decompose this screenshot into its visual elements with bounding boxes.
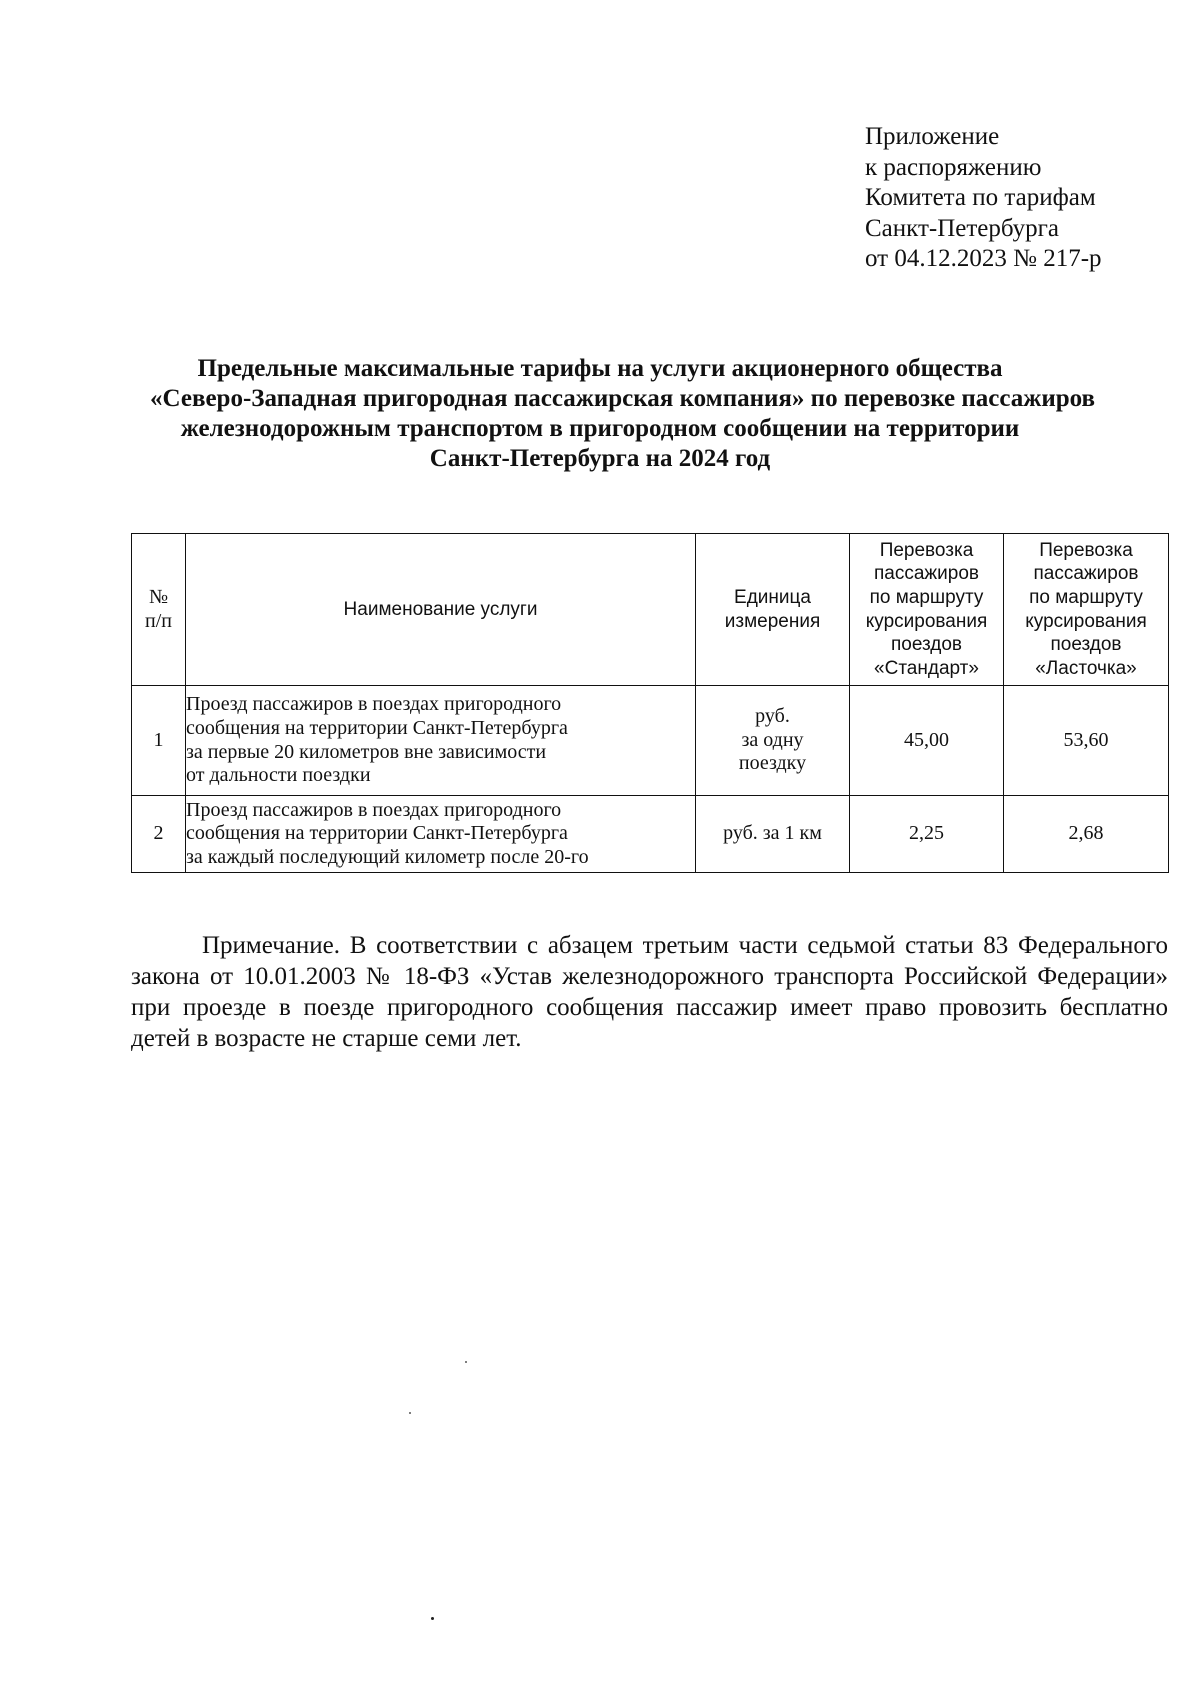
header-standard-line: «Стандарт»: [874, 657, 979, 679]
header-standard-line: поездов: [890, 634, 963, 656]
row-service-name-line: Проезд пассажиров в поездах пригородного: [186, 798, 562, 821]
document-title: [150, 354, 1096, 474]
row-unit: [696, 796, 850, 873]
header-lastochka-line: поездов: [1050, 634, 1122, 656]
header-lastochka-line: «Ласточка»: [1035, 657, 1137, 679]
header-unit: [696, 534, 850, 686]
appendix-line: Санкт-Петербурга: [865, 214, 1060, 242]
row-unit-line: руб.: [755, 705, 790, 728]
header-lastochka-line: Перевозка: [1039, 539, 1133, 561]
row-service-name-line: Проезд пассажиров в поездах пригородного: [186, 693, 562, 716]
row-service-name-line: за первые 20 километров вне зависимости: [186, 740, 547, 763]
scan-speck: [409, 1412, 411, 1414]
header-standard: [850, 534, 1004, 686]
row-lastochka-tariff: 2,68: [1004, 796, 1169, 873]
appendix-line: Комитета по тарифам: [865, 184, 1096, 211]
header-lastochka-line: курсирования: [1025, 610, 1147, 632]
header-number-line: п/п: [145, 609, 172, 632]
table-header-row: [132, 534, 1169, 686]
appendix-block: [865, 122, 1102, 275]
row-number: 1: [132, 686, 186, 796]
row-lastochka-tariff: 53,60: [1004, 686, 1169, 796]
title-line: «Северо-Западная пригородная пассажирская компания» по перевозке пассажиров: [150, 385, 1096, 412]
row-service-name: [186, 796, 696, 873]
row-standard-tariff: 45,00: [850, 686, 1004, 796]
row-standard-tariff: 2,25: [850, 796, 1004, 873]
header-lastochka-line: по маршруту: [1029, 586, 1143, 608]
header-standard-line: по маршруту: [869, 586, 984, 608]
appendix-line: Приложение: [865, 123, 1000, 150]
appendix-line: от 04.12.2023 № 217-р: [865, 245, 1102, 272]
header-standard-line: курсирования: [865, 610, 988, 632]
row-unit-line: руб. за 1 км: [723, 822, 822, 845]
tariffs-table: [131, 533, 1169, 873]
title-line: Предельные максимальные тарифы на услуги акционерного общества: [197, 355, 1003, 382]
scan-speck: [431, 1617, 434, 1620]
table-row: [132, 796, 1169, 873]
row-service-name: [186, 686, 696, 796]
header-standard-line: пассажиров: [874, 563, 979, 585]
table-row: [132, 686, 1169, 796]
title-line: Санкт-Петербурга на 2024 год: [429, 445, 771, 472]
note-paragraph: Примечание. В соответствии с абзацем третьим части седьмой статьи 83 Федерального закона от 10.01.2003 № 18-ФЗ «Устав железнодорожного транспорта Российской Федерации» при проезде в поезде пригородного сообщения пассажир имеет право провозить бесплатно детей в возрасте не старше семи лет.: [131, 932, 1168, 1052]
header-lastochka: [1004, 534, 1169, 686]
row-number: 2: [132, 796, 186, 873]
header-lastochka-line: пассажиров: [1033, 563, 1139, 585]
row-service-name-line: сообщения на территории Санкт-Петербурга: [186, 822, 568, 845]
row-service-name-line: за каждый последующий километр после 20-го: [186, 845, 589, 868]
header-service-name: Наименование услуги: [186, 534, 696, 686]
row-service-name-line: от дальности поездки: [186, 764, 371, 787]
row-unit: [696, 686, 850, 796]
title-line: железнодорожным транспортом в пригородном сообщении на территории: [180, 415, 1020, 442]
header-standard-line: Перевозка: [879, 539, 974, 561]
row-unit-line: за одну: [741, 728, 804, 751]
header-unit-line: измерения: [724, 610, 821, 632]
row-service-name-line: сообщения на территории Санкт-Петербурга: [186, 716, 568, 739]
row-unit-line: поездку: [738, 752, 807, 775]
appendix-line: к распоряжению: [865, 153, 1042, 181]
scan-speck: [465, 1361, 467, 1363]
header-number: [132, 534, 186, 686]
header-number-line: №: [148, 585, 169, 608]
header-unit-line: Единица: [734, 586, 811, 608]
